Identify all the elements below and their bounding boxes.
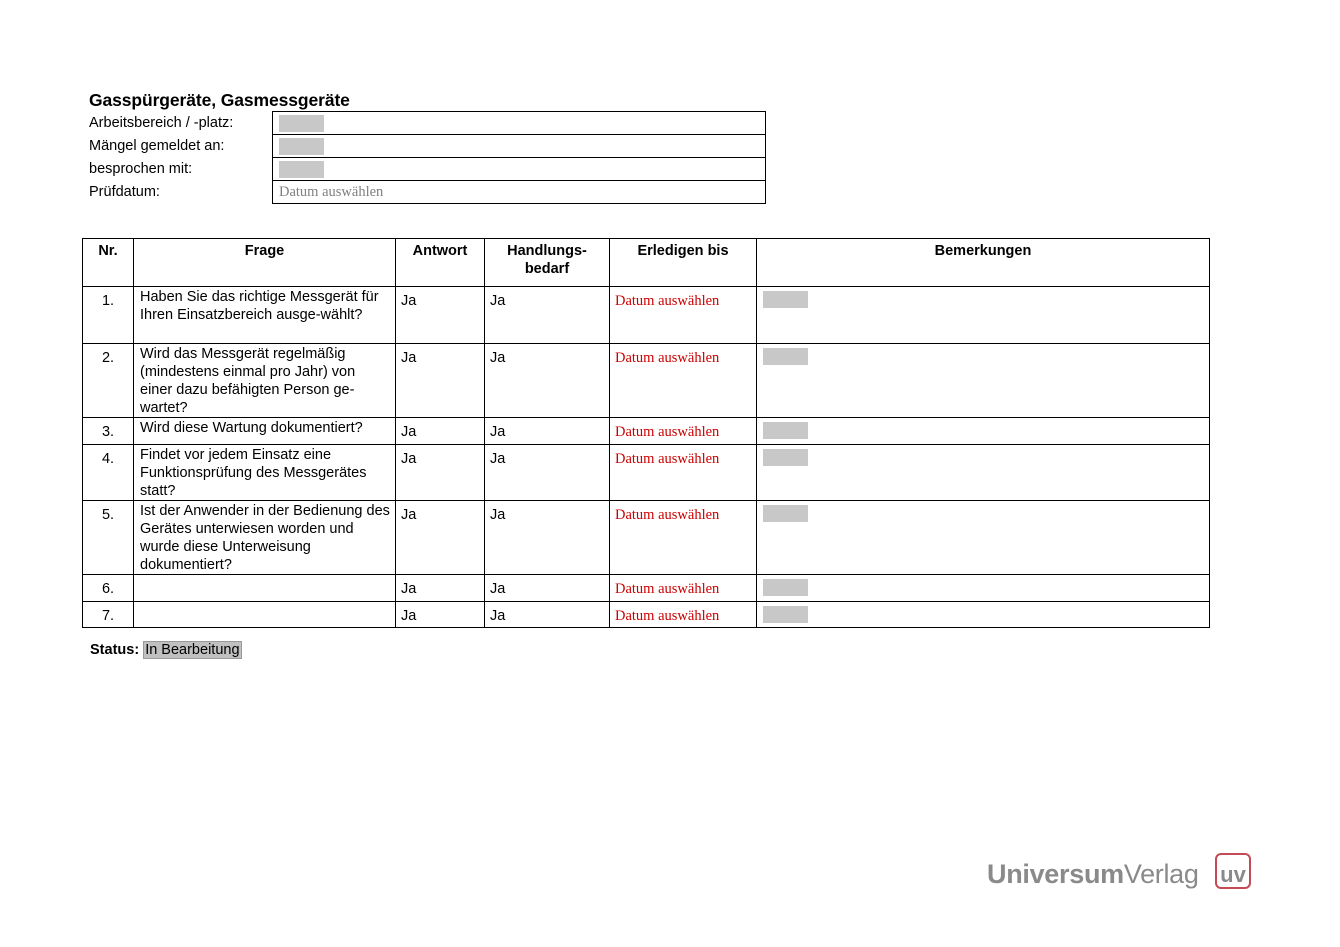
text-placeholder — [763, 505, 808, 522]
maengel-gemeldet-field[interactable] — [273, 135, 766, 158]
row-number: 2. — [83, 344, 134, 418]
logo-text: UniversumVerlag — [987, 859, 1199, 889]
action-needed-dropdown[interactable]: Ja — [485, 344, 610, 418]
answer-dropdown[interactable]: Ja — [396, 501, 485, 575]
due-date-picker[interactable]: Datum auswählen — [610, 602, 757, 628]
question-cell — [134, 575, 396, 602]
text-placeholder — [763, 449, 808, 466]
checklist-table — [82, 238, 1210, 628]
row-number: 4. — [83, 445, 134, 501]
field-label: Prüfdatum: — [89, 184, 160, 200]
table-row — [83, 418, 1210, 445]
column-header: Frage — [134, 239, 396, 287]
answer-dropdown[interactable]: Ja — [396, 575, 485, 602]
remarks-field[interactable] — [757, 575, 1210, 602]
field-label: Mängel gemeldet an: — [89, 138, 225, 154]
question-cell: Wird das Messgerät regelmäßig (mindestens einmal pro Jahr) von einer dazu befähigten Person ge-wartet? — [134, 344, 396, 418]
answer-dropdown[interactable]: Ja — [396, 445, 485, 501]
header-fields — [86, 111, 766, 204]
date-placeholder: Datum auswählen — [279, 183, 384, 200]
row-number: 3. — [83, 418, 134, 445]
due-date-picker[interactable]: Datum auswählen — [610, 575, 757, 602]
table-row — [83, 501, 1210, 575]
text-placeholder — [279, 138, 324, 155]
arbeitsbereich-field[interactable] — [273, 112, 766, 135]
action-needed-dropdown[interactable]: Ja — [485, 602, 610, 628]
text-placeholder — [763, 606, 808, 623]
table-header-row — [83, 239, 1210, 287]
question-cell: Haben Sie das richtige Messgerät für Ihren Einsatzbereich ausge-wählt? — [134, 287, 396, 344]
due-date-picker[interactable]: Datum auswählen — [610, 344, 757, 418]
answer-dropdown[interactable]: Ja — [396, 287, 485, 344]
table-row — [83, 344, 1210, 418]
row-number: 7. — [83, 602, 134, 628]
column-header: Antwort — [396, 239, 485, 287]
table-row — [83, 575, 1210, 602]
uv-logo-icon: uv — [1215, 853, 1251, 889]
table-row — [83, 602, 1210, 628]
action-needed-dropdown[interactable]: Ja — [485, 287, 610, 344]
table-row — [83, 287, 1210, 344]
text-placeholder — [763, 579, 808, 596]
due-date-picker[interactable]: Datum auswählen — [610, 287, 757, 344]
remarks-field[interactable] — [757, 418, 1210, 445]
text-placeholder — [763, 348, 808, 365]
question-cell: Findet vor jedem Einsatz eine Funktionsprüfung des Messgerätes statt? — [134, 445, 396, 501]
page-title: Gasspürgeräte, Gasmessgeräte — [89, 90, 350, 110]
besprochen-mit-field[interactable] — [273, 158, 766, 181]
row-number: 5. — [83, 501, 134, 575]
action-needed-dropdown[interactable]: Ja — [485, 418, 610, 445]
text-placeholder — [763, 422, 808, 439]
text-placeholder — [279, 115, 324, 132]
row-number: 6. — [83, 575, 134, 602]
due-date-picker[interactable]: Datum auswählen — [610, 501, 757, 575]
status-label: Status: — [90, 642, 140, 658]
action-needed-dropdown[interactable]: Ja — [485, 445, 610, 501]
row-number: 1. — [83, 287, 134, 344]
question-cell — [134, 602, 396, 628]
field-label: Arbeitsbereich / -platz: — [89, 115, 234, 131]
field-label: besprochen mit: — [89, 161, 193, 177]
remarks-field[interactable] — [757, 445, 1210, 501]
action-needed-dropdown[interactable]: Ja — [485, 501, 610, 575]
publisher-logo — [987, 851, 1257, 893]
text-placeholder — [763, 291, 808, 308]
due-date-picker[interactable]: Datum auswählen — [610, 445, 757, 501]
status-line — [90, 642, 242, 658]
pruefdatum-field[interactable] — [273, 181, 766, 204]
due-date-picker[interactable]: Datum auswählen — [610, 418, 757, 445]
question-cell: Wird diese Wartung dokumentiert? — [134, 418, 396, 445]
answer-dropdown[interactable]: Ja — [396, 602, 485, 628]
question-cell: Ist der Anwender in der Bedienung des Gerätes unterwiesen worden und wurde diese Unterweisung dokumentiert? — [134, 501, 396, 575]
remarks-field[interactable] — [757, 344, 1210, 418]
column-header: Erledigen bis — [610, 239, 757, 287]
column-header: Bemerkungen — [757, 239, 1210, 287]
remarks-field[interactable] — [757, 501, 1210, 575]
column-header: Nr. — [83, 239, 134, 287]
answer-dropdown[interactable]: Ja — [396, 418, 485, 445]
column-header: Handlungs- bedarf — [485, 239, 610, 287]
answer-dropdown[interactable]: Ja — [396, 344, 485, 418]
text-placeholder — [279, 161, 324, 178]
remarks-field[interactable] — [757, 602, 1210, 628]
remarks-field[interactable] — [757, 287, 1210, 344]
action-needed-dropdown[interactable]: Ja — [485, 575, 610, 602]
table-row — [83, 445, 1210, 501]
status-dropdown[interactable]: In Bearbeitung — [145, 642, 240, 658]
